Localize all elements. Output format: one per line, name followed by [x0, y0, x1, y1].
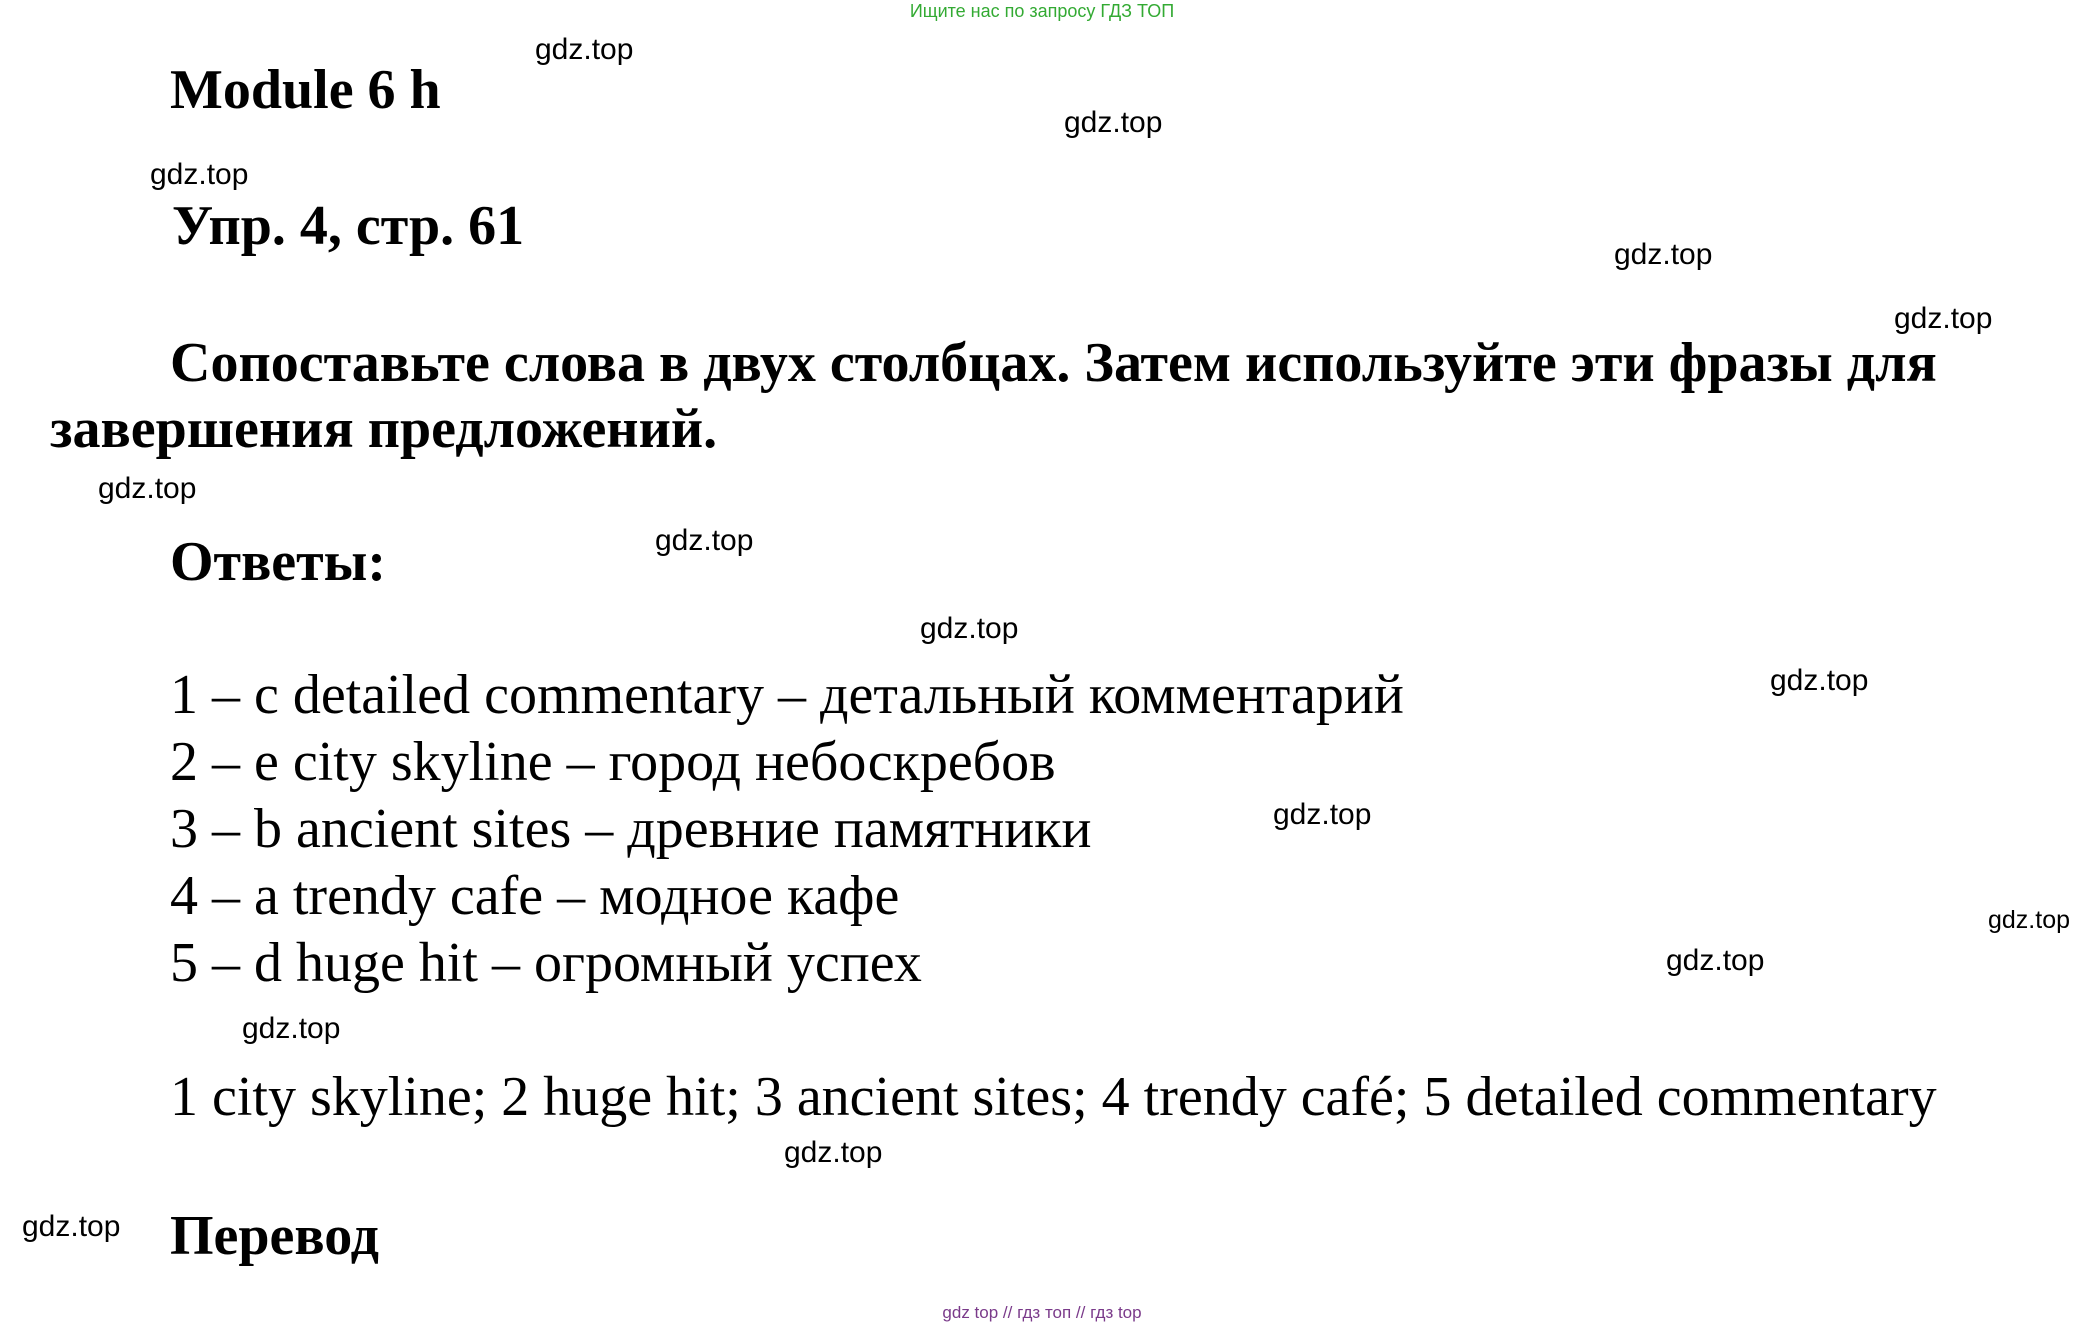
watermark-text: gdz.top — [1614, 238, 1713, 271]
answer-item: 5 – d huge hit – огромный успех — [170, 932, 922, 994]
watermark-text: gdz.top — [655, 524, 754, 557]
watermark-text: gdz.top — [242, 1012, 341, 1045]
watermark-text: gdz.top — [920, 612, 1019, 645]
watermark-text: gdz.top — [1770, 664, 1869, 697]
watermark-text: gdz.top — [784, 1136, 883, 1169]
header-note: Ищите нас по запросу ГДЗ ТОП — [909, 1, 1175, 21]
footer-note: gdz top // гдз топ // гдз top — [942, 1303, 1142, 1322]
module-title: Module 6 h — [170, 59, 441, 121]
translation-heading: Перевод — [170, 1205, 379, 1267]
sentence-answers: 1 city skyline; 2 huge hit; 3 ancient sites; 4 trendy café; 5 detailed commentary — [170, 1066, 1937, 1128]
watermark-text: gdz.top — [1064, 106, 1163, 139]
answer-item: 1 – c detailed commentary – детальный комментарий — [170, 664, 1404, 726]
task-text-line-2: завершения предложений. — [50, 398, 718, 460]
answer-item: 4 – a trendy cafe – модное кафе — [170, 865, 900, 927]
watermark-text: gdz.top — [1894, 302, 1993, 335]
watermark-text: gdz.top — [150, 158, 249, 191]
watermark-text: gdz.top — [1273, 798, 1372, 831]
answer-item: 2 – e city skyline – город небоскребов — [170, 731, 1056, 793]
task-text-line-1: Сопоставьте слова в двух столбцах. Затем используйте эти фразы для — [170, 332, 1937, 394]
watermark-text: gdz.top — [22, 1210, 121, 1243]
watermark-text: gdz.top — [535, 33, 634, 66]
watermark-text: gdz.top — [1988, 906, 2071, 934]
answers-heading: Ответы: — [170, 531, 387, 593]
watermark-text: gdz.top — [1666, 944, 1765, 977]
watermark-text: gdz.top — [98, 472, 197, 505]
answer-item: 3 – b ancient sites – древние памятники — [170, 798, 1092, 860]
answers-list — [170, 662, 1404, 997]
exercise-reference: Упр. 4, стр. 61 — [172, 195, 525, 257]
